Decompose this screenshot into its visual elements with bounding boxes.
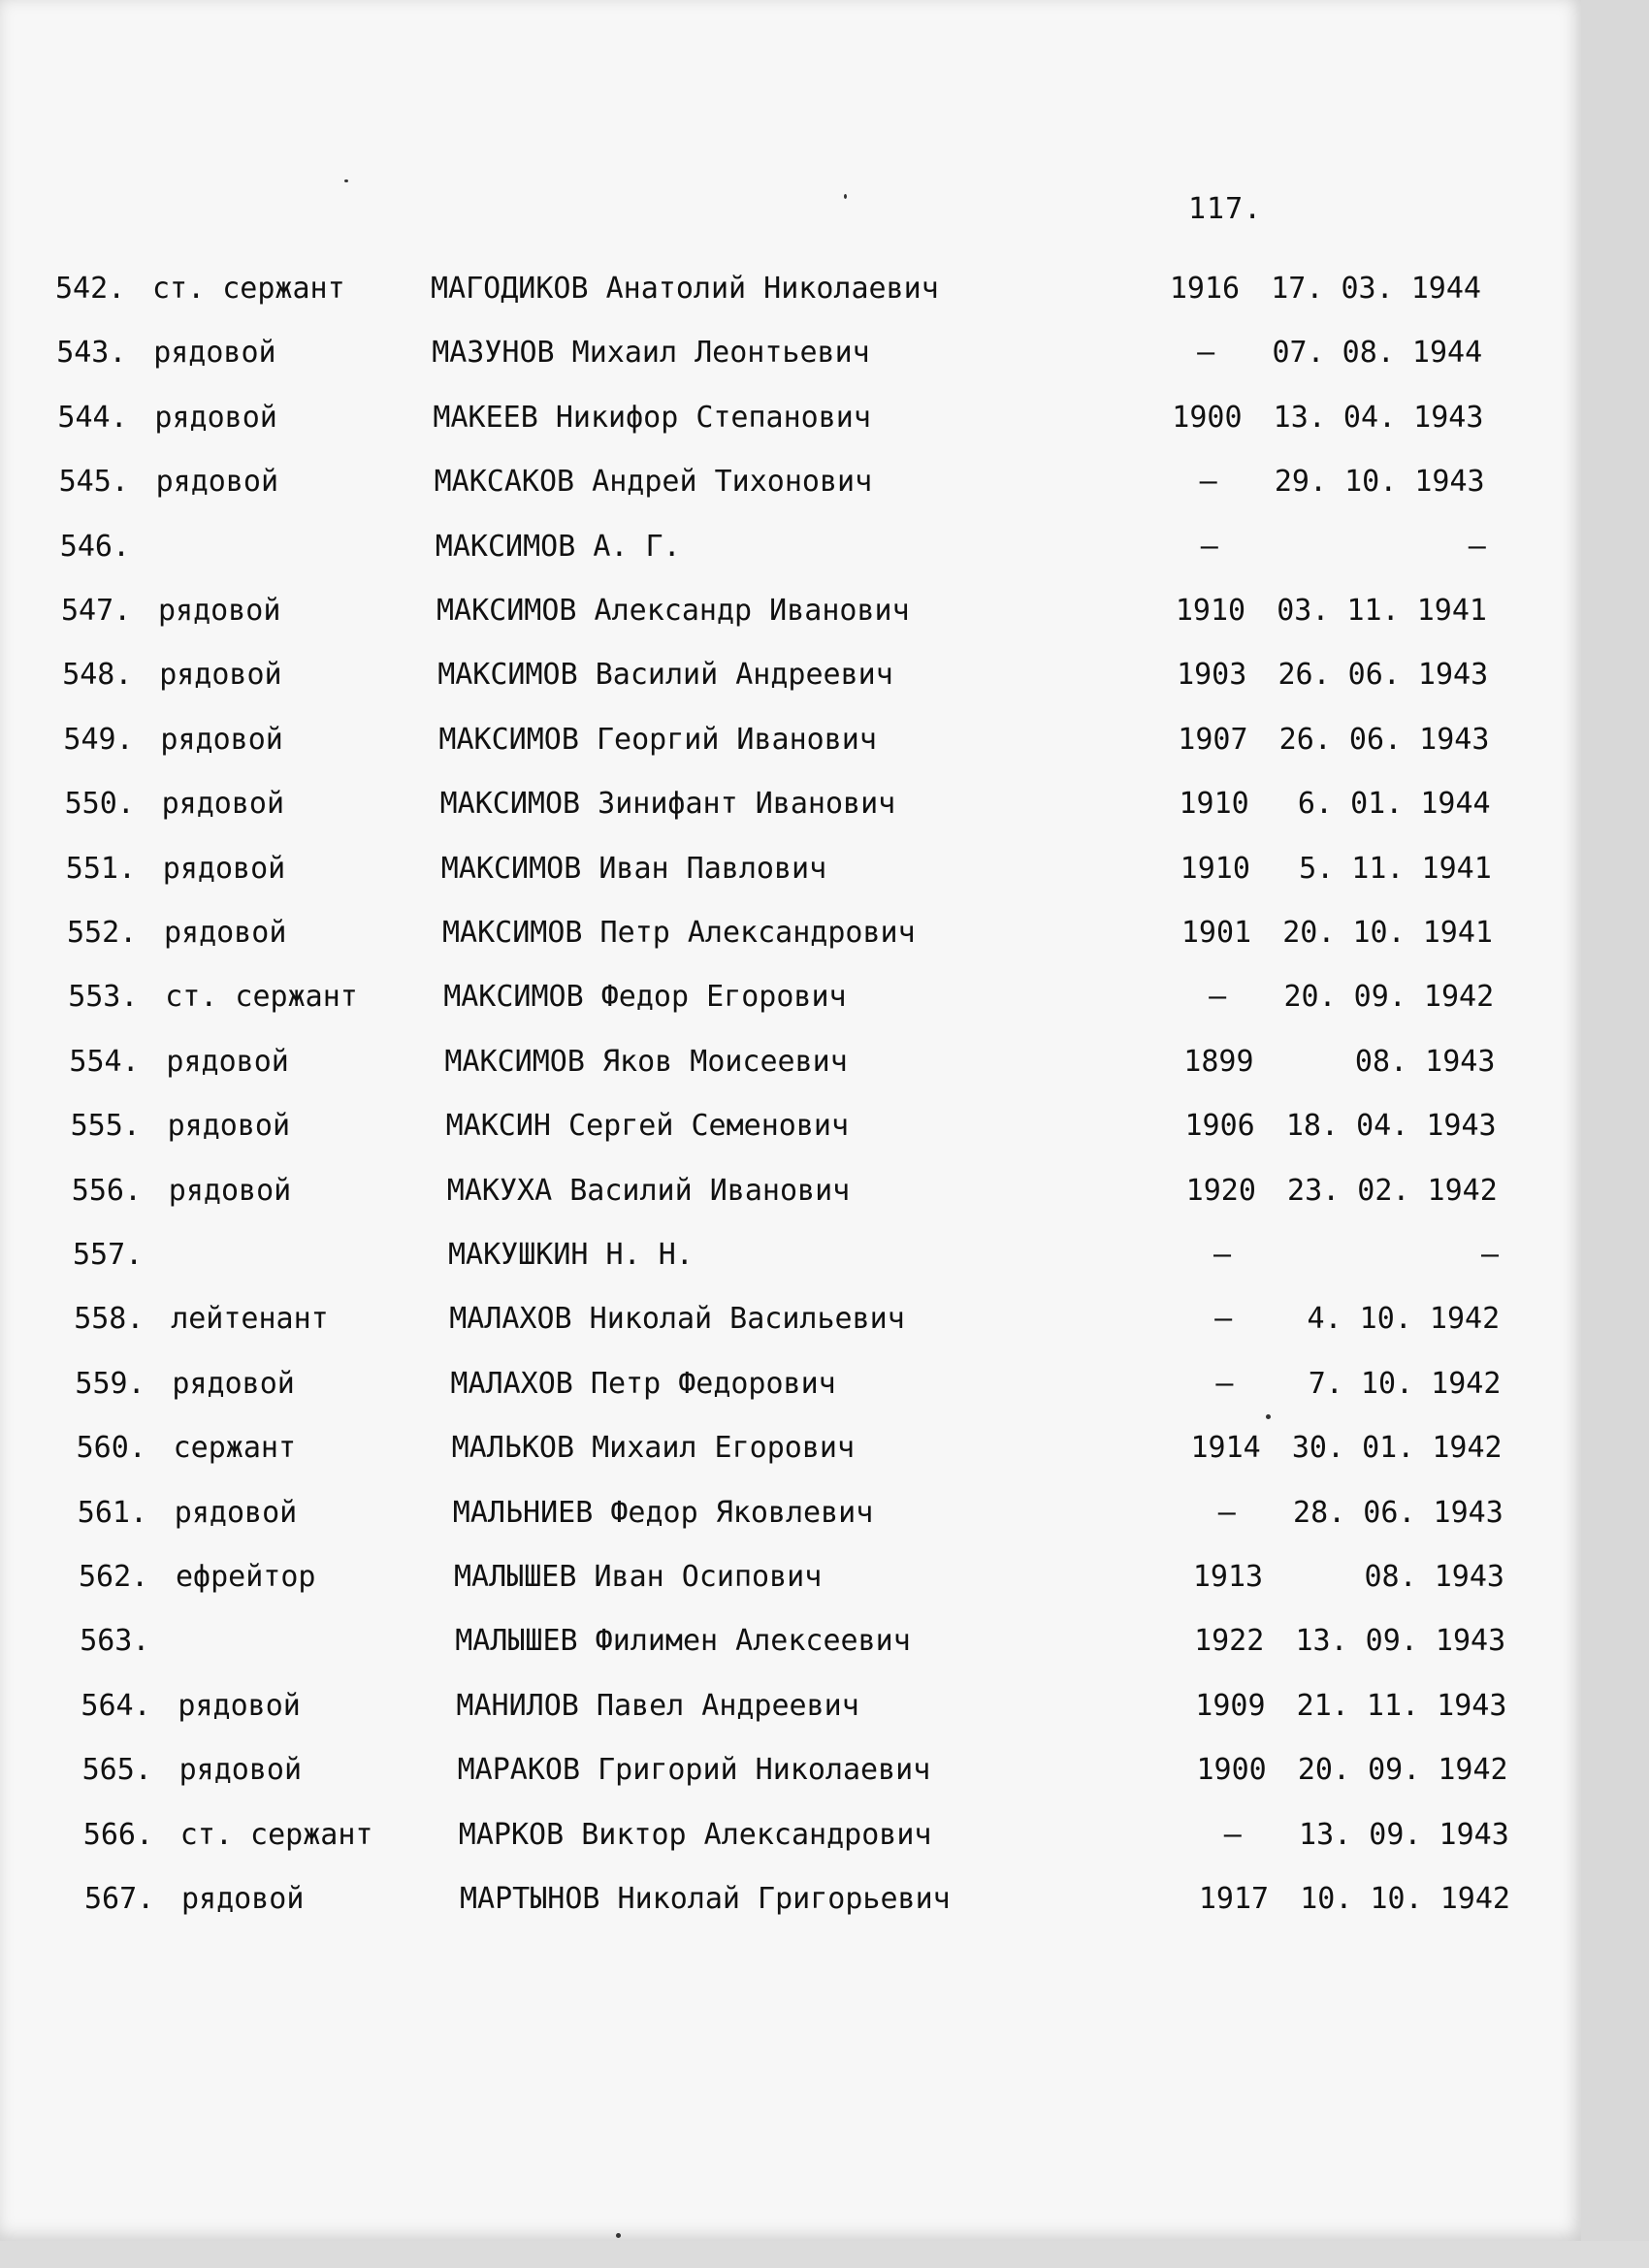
- row-number: 551.: [65, 851, 137, 886]
- list-row: [68, 980, 1542, 1019]
- list-row: [77, 1431, 1551, 1470]
- row-rank: рядовой: [161, 787, 285, 822]
- row-number: 556.: [71, 1173, 143, 1208]
- list-row: [81, 1689, 1555, 1728]
- row-death-date: 4. 10. 1942: [1307, 1302, 1501, 1337]
- row-name: МАКСИН Сергей Семенович: [445, 1109, 850, 1144]
- row-death-date: 07. 08. 1944: [1272, 336, 1483, 371]
- row-name: МАРКОВ Виктор Александрович: [458, 1817, 932, 1852]
- row-name: МАКСАКОВ Андрей Тихонович: [434, 465, 873, 500]
- row-death-date: 13. 09. 1943: [1299, 1817, 1509, 1852]
- row-birth-year: 1916: [1169, 272, 1241, 306]
- row-number: 566.: [82, 1817, 154, 1852]
- row-rank: рядовой: [153, 336, 276, 371]
- row-birth-year: 1910: [1180, 851, 1250, 886]
- row-number: 546.: [59, 529, 131, 564]
- row-number: 561.: [77, 1495, 148, 1530]
- row-death-date: 20. 10. 1941: [1282, 916, 1493, 950]
- row-rank: рядовой: [166, 1044, 289, 1079]
- list-row: [59, 465, 1534, 503]
- list-row: [63, 723, 1537, 761]
- row-name: МАКСИМОВ Зинифант Иванович: [439, 787, 896, 822]
- row-birth-year: –: [1217, 1495, 1236, 1530]
- list-row: [73, 1238, 1547, 1277]
- list-row: [67, 916, 1541, 955]
- row-number: 545.: [58, 465, 129, 500]
- list-row: [57, 401, 1532, 439]
- row-name: МАГОДИКОВ Анатолий Николаевич: [431, 272, 939, 306]
- row-number: 550.: [64, 787, 135, 822]
- list-row: [65, 787, 1539, 826]
- row-number: 554.: [69, 1044, 140, 1079]
- row-birth-year: 1917: [1198, 1882, 1270, 1916]
- row-number: 543.: [56, 336, 127, 371]
- row-rank: рядовой: [154, 400, 277, 435]
- row-rank: рядовой: [160, 722, 283, 757]
- list-row: [80, 1624, 1554, 1663]
- list-row: [78, 1496, 1552, 1535]
- list-row: [79, 1560, 1553, 1599]
- row-birth-year: –: [1209, 980, 1227, 1015]
- row-birth-year: 1900: [1196, 1753, 1267, 1788]
- row-rank: рядовой: [178, 1688, 301, 1723]
- row-number: 548.: [62, 658, 133, 693]
- row-birth-year: 1914: [1190, 1431, 1261, 1466]
- row-name: МАЗУНОВ Михаил Леонтьевич: [432, 336, 870, 371]
- row-death-date: 21. 11. 1943: [1296, 1688, 1507, 1723]
- list-row: [62, 658, 1536, 697]
- row-number: 547.: [61, 594, 132, 628]
- row-number: 558.: [74, 1302, 145, 1337]
- row-number: 563.: [80, 1624, 150, 1659]
- list-row: [75, 1367, 1549, 1406]
- row-death-date: 23. 02. 1942: [1287, 1173, 1498, 1208]
- row-number: 560.: [76, 1431, 146, 1466]
- row-rank: рядовой: [164, 916, 287, 950]
- row-rank: рядовой: [159, 658, 282, 693]
- row-birth-year: –: [1223, 1817, 1242, 1852]
- scan-speck: [1266, 1414, 1271, 1419]
- scan-speck: [844, 194, 847, 199]
- row-number: 565.: [81, 1753, 152, 1788]
- row-rank: рядовой: [181, 1882, 305, 1916]
- row-rank: рядовой: [162, 851, 286, 886]
- row-name: МАЛЬНИЕВ Федор Яковлевич: [452, 1495, 874, 1530]
- row-number: 555.: [70, 1109, 141, 1144]
- row-death-date: 6. 01. 1944: [1297, 787, 1491, 822]
- list-row: [83, 1818, 1558, 1857]
- row-name: МАРТЫНОВ Николай Григорьевич: [460, 1882, 951, 1916]
- row-rank: рядовой: [174, 1495, 298, 1530]
- row-death-date: –: [1480, 1238, 1499, 1272]
- row-rank: рядовой: [158, 594, 281, 628]
- row-name: МАЛАХОВ Николай Васильевич: [449, 1302, 905, 1337]
- row-birth-year: 1906: [1184, 1109, 1255, 1144]
- row-rank: ст. сержант: [165, 980, 358, 1015]
- scan-speck: [344, 179, 348, 182]
- row-name: МАНИЛОВ Павел Андреевич: [456, 1688, 859, 1723]
- row-birth-year: 1913: [1192, 1560, 1264, 1594]
- row-name: МАРАКОВ Григорий Николаевич: [457, 1753, 931, 1788]
- row-name: МАКУШКИН Н. Н.: [448, 1238, 694, 1272]
- row-rank: ефрейтор: [176, 1560, 316, 1594]
- row-death-date: 26. 06. 1943: [1277, 658, 1489, 693]
- row-death-date: 7. 10. 1942: [1308, 1366, 1502, 1401]
- page-number: 117.: [1188, 192, 1263, 226]
- row-birth-year: 1910: [1179, 787, 1249, 822]
- row-name: МАЛАХОВ Петр Федорович: [450, 1366, 836, 1401]
- row-name: МАКСИМОВ Иван Павлович: [440, 851, 827, 886]
- row-birth-year: 1922: [1194, 1624, 1265, 1659]
- row-birth-year: 1903: [1177, 658, 1247, 693]
- list-row: [71, 1109, 1545, 1148]
- row-number: 553.: [68, 980, 139, 1015]
- row-death-date: 13. 04. 1943: [1273, 400, 1484, 435]
- row-birth-year: –: [1214, 1302, 1233, 1337]
- row-number: 544.: [57, 400, 128, 435]
- row-death-date: 10. 10. 1942: [1300, 1882, 1510, 1916]
- row-death-date: 26. 06. 1943: [1278, 722, 1490, 757]
- row-rank: сержант: [173, 1431, 297, 1466]
- list-row: [72, 1174, 1546, 1213]
- list-row: [61, 594, 1536, 632]
- list-row: [56, 336, 1531, 374]
- list-row: [82, 1753, 1557, 1792]
- row-name: МАКУХА Василий Иванович: [446, 1173, 851, 1208]
- row-rank: ст. сержант: [152, 272, 345, 306]
- row-birth-year: –: [1197, 336, 1215, 371]
- row-number: 542.: [55, 272, 126, 306]
- row-death-date: 17. 03. 1944: [1271, 272, 1481, 306]
- row-birth-year: 1910: [1175, 594, 1246, 628]
- row-death-date: –: [1468, 529, 1486, 564]
- list-row: [60, 530, 1535, 568]
- row-number: 562.: [79, 1560, 149, 1594]
- row-number: 564.: [81, 1688, 151, 1723]
- row-death-date: 20. 09. 1942: [1297, 1753, 1508, 1788]
- row-number: 552.: [67, 916, 138, 950]
- row-number: 559.: [75, 1366, 146, 1401]
- row-rank: рядовой: [168, 1173, 292, 1208]
- row-death-date: 30. 01. 1942: [1291, 1431, 1503, 1466]
- row-name: МАЛЫШЕВ Иван Осипович: [454, 1560, 823, 1594]
- row-death-date: 08. 1943: [1364, 1560, 1504, 1594]
- row-rank: лейтенант: [171, 1302, 329, 1337]
- row-birth-year: 1901: [1180, 916, 1252, 950]
- scan-edge-right: [1581, 0, 1649, 2268]
- row-death-date: 13. 09. 1943: [1295, 1624, 1506, 1659]
- row-birth-year: 1909: [1195, 1688, 1266, 1723]
- row-name: МАКСИМОВ Федор Егорович: [443, 980, 847, 1015]
- row-death-date: 08. 1943: [1354, 1044, 1496, 1079]
- row-number: 567.: [84, 1882, 155, 1916]
- row-birth-year: 1900: [1172, 400, 1243, 435]
- list-row: [84, 1882, 1559, 1921]
- list-row: [74, 1302, 1548, 1341]
- row-name: МАКСИМОВ А. Г.: [435, 529, 681, 564]
- row-death-date: 28. 06. 1943: [1293, 1495, 1504, 1530]
- list-row: [66, 852, 1540, 891]
- row-name: МАЛЫШЕВ Филимен Алексеевич: [455, 1624, 911, 1659]
- row-death-date: 5. 11. 1941: [1299, 851, 1492, 886]
- row-birth-year: –: [1215, 1366, 1234, 1401]
- row-birth-year: 1907: [1178, 722, 1248, 757]
- row-birth-year: –: [1200, 529, 1218, 564]
- row-name: МАКСИМОВ Василий Андреевич: [437, 658, 893, 693]
- row-rank: рядовой: [155, 465, 279, 500]
- row-name: МАКСИМОВ Александр Иванович: [436, 594, 910, 628]
- scan-edge-bottom: [0, 2241, 1649, 2268]
- row-rank: рядовой: [172, 1366, 295, 1401]
- row-birth-year: –: [1212, 1238, 1232, 1272]
- row-rank: рядовой: [167, 1109, 291, 1144]
- row-name: МАЛЬКОВ Михаил Егорович: [451, 1431, 856, 1466]
- row-number: 557.: [73, 1238, 144, 1272]
- list-row: [55, 272, 1530, 310]
- row-death-date: 03. 11. 1941: [1277, 594, 1487, 628]
- list-row: [69, 1045, 1543, 1084]
- row-name: МАКСИМОВ Георгий Иванович: [438, 722, 877, 757]
- row-death-date: 20. 09. 1942: [1283, 980, 1495, 1015]
- row-death-date: 29. 10. 1943: [1274, 465, 1485, 500]
- scan-speck: [616, 2233, 621, 2238]
- row-name: МАКЕЕВ Никифор Степанович: [433, 400, 871, 435]
- row-birth-year: 1899: [1183, 1044, 1254, 1079]
- row-name: МАКСИМОВ Петр Александрович: [442, 916, 916, 950]
- row-number: 549.: [63, 722, 134, 757]
- row-death-date: 18. 04. 1943: [1285, 1109, 1497, 1144]
- row-birth-year: 1920: [1185, 1173, 1256, 1208]
- row-rank: рядовой: [178, 1753, 303, 1788]
- row-name: МАКСИМОВ Яков Моисеевич: [444, 1044, 848, 1079]
- row-rank: ст. сержант: [179, 1817, 373, 1852]
- row-birth-year: –: [1199, 465, 1217, 500]
